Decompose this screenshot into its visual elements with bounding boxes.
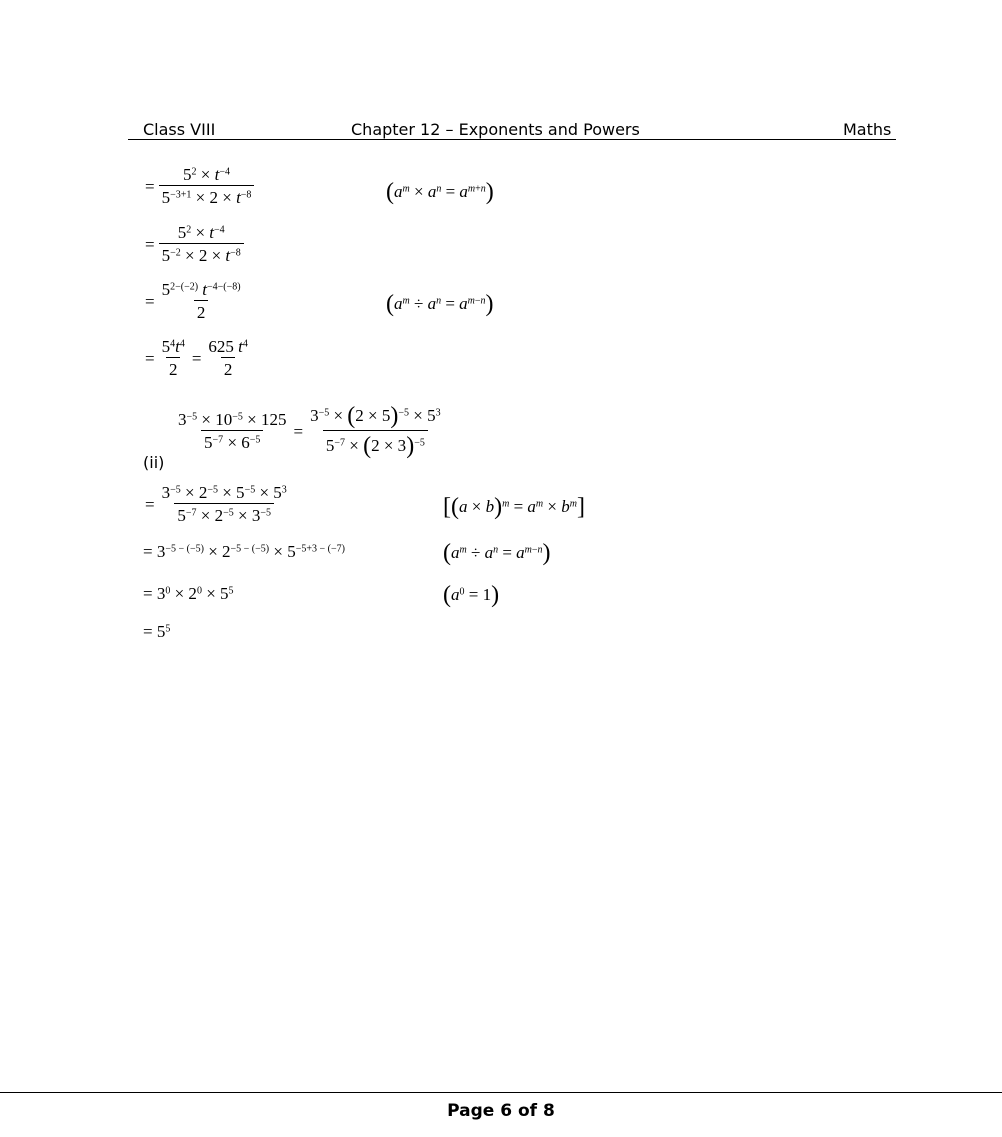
step-2-equation: = $\frac{5^2 \times t^{-4}}{5^{-2} \times 2 \times t^{-8}}$ bbox=[143, 224, 246, 264]
part-ii-problem-equation: $\frac{3^{-5} \times 10^{-5} \times 125}{5^{-7} \times 6^{-5}}$ = $\frac{3^{-5} \times (2 \times 5)^{-5} \times 5^3}{5^{-7} \times (2 \times 3)^{-5}}$ bbox=[178, 403, 441, 459]
rule-zero-exponent: $(a^0 = 1)$ bbox=[443, 582, 500, 608]
header-divider bbox=[128, 139, 896, 140]
rule-product-of-powers: $(a^m \times a^n = a^{m+n})$ bbox=[386, 179, 494, 205]
rule-quotient-of-powers: $(a^m \div a^n = a^{m-n})$ bbox=[386, 291, 494, 317]
rule-power-of-product: $[(a \times b)^m = a^m \times b^m]$ bbox=[443, 494, 585, 520]
rule-quotient-of-powers-2: $(a^m \div a^n = a^{m-n})$ bbox=[443, 540, 551, 566]
final-result: = $5^5$ bbox=[143, 622, 171, 641]
page-number: Page 6 of 8 bbox=[447, 1101, 555, 1121]
header-chapter: Chapter 12 – Exponents and Powers bbox=[351, 120, 640, 139]
step-3-equation: = $\frac{5^{2-(-2)} t^{-4-(-8)}}{2}$ bbox=[145, 280, 241, 322]
step-4-equation: = $\frac{5^4t^4}{2}$ = $\frac{625 t^4}{2}$ bbox=[145, 337, 248, 379]
step-7-equation: = $3^0 \times 2^0 \times 5^5$ bbox=[143, 584, 234, 603]
part-ii-label: (ii) bbox=[143, 453, 165, 472]
step-5-equation: = $\frac{3^{-5} \times 2^{-5} \times 5^{-5} \times 5^3}{5^{-7} \times 2^{-5} \times 3^{-5}}$ bbox=[145, 483, 287, 525]
step-1-equation: = $\frac{5^2 \times t^{-4}}{5^{-3+1} \times 2 \times t^{-8}}$ bbox=[143, 166, 256, 206]
step-6-equation: = $3^{-5 - (-5)} \times 2^{-5 - (-5)} \times 5^{-5+3 - (-7)}$ bbox=[143, 542, 345, 561]
footer-divider bbox=[0, 1092, 1002, 1093]
header-subject: Maths bbox=[843, 120, 892, 139]
header-class: Class VIII bbox=[143, 120, 216, 139]
